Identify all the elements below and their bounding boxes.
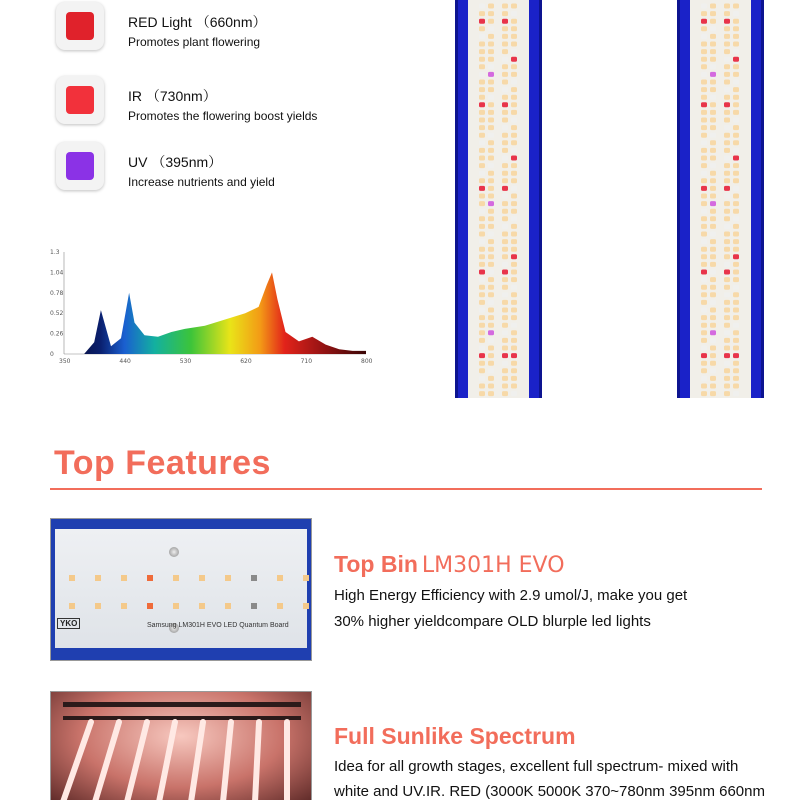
y-tick-label: 0 — [50, 351, 54, 358]
ir-led-chip-icon — [56, 76, 104, 124]
y-tick-label: 0.78 — [50, 289, 64, 297]
feature-line: 30% higher yieldcompare OLD blurple led lights — [334, 613, 651, 630]
feature-model: LM301H EVO — [421, 553, 565, 578]
uv-light-title: UV （395nm） — [128, 154, 223, 170]
spectrum-area — [64, 272, 366, 354]
quantum-board-image — [50, 518, 312, 661]
y-tick-label: 1.04 — [50, 269, 64, 277]
x-tick-label: 710 — [300, 358, 313, 365]
x-tick-label: 620 — [240, 358, 252, 365]
red-light-title: RED Light （660nm） — [128, 14, 267, 30]
red-light-description: Promotes plant flowering — [128, 35, 261, 49]
x-tick-label: 350 — [59, 358, 71, 365]
board-caption: Samsung LM301H EVO LED Quantum Board — [147, 622, 289, 629]
x-tick-label: 440 — [119, 358, 131, 365]
ir-light-title: IR （730nm） — [128, 88, 217, 104]
uv-light-description: Increase nutrients and yield — [128, 175, 275, 189]
ir-light-description: Promotes the flowering boost yields — [128, 109, 318, 123]
led-bar-left — [455, 0, 542, 398]
uv-led-chip-icon — [56, 142, 104, 190]
feature-heading-top-bin — [334, 551, 565, 578]
feature-heading-text: Top Bin — [334, 551, 418, 577]
y-tick-label: 0.52 — [50, 310, 64, 318]
section-divider — [50, 488, 762, 490]
grow-light-image — [50, 691, 312, 800]
section-title: Top Features — [54, 444, 271, 482]
feature-line: Idea for all growth stages, excellent full spectrum- mixed with — [334, 758, 739, 775]
feature-line: white and UV.IR. RED (3000K 5000K 370~780nm 395nm 660nm — [334, 783, 765, 800]
feature-heading-spectrum: Full Sunlike Spectrum — [334, 723, 576, 749]
x-tick-label: 800 — [361, 358, 373, 365]
feature-line: High Energy Efficiency with 2.9 umol/J, make you get — [334, 587, 688, 604]
y-tick-label: 0.26 — [50, 330, 64, 338]
brand-logo: YKO — [57, 618, 80, 629]
led-bar-right — [677, 0, 764, 398]
y-tick-label: 1.3 — [50, 249, 60, 256]
spectrum-chart — [40, 244, 380, 372]
red-led-chip-icon — [56, 2, 104, 50]
x-tick-label: 530 — [179, 358, 192, 365]
